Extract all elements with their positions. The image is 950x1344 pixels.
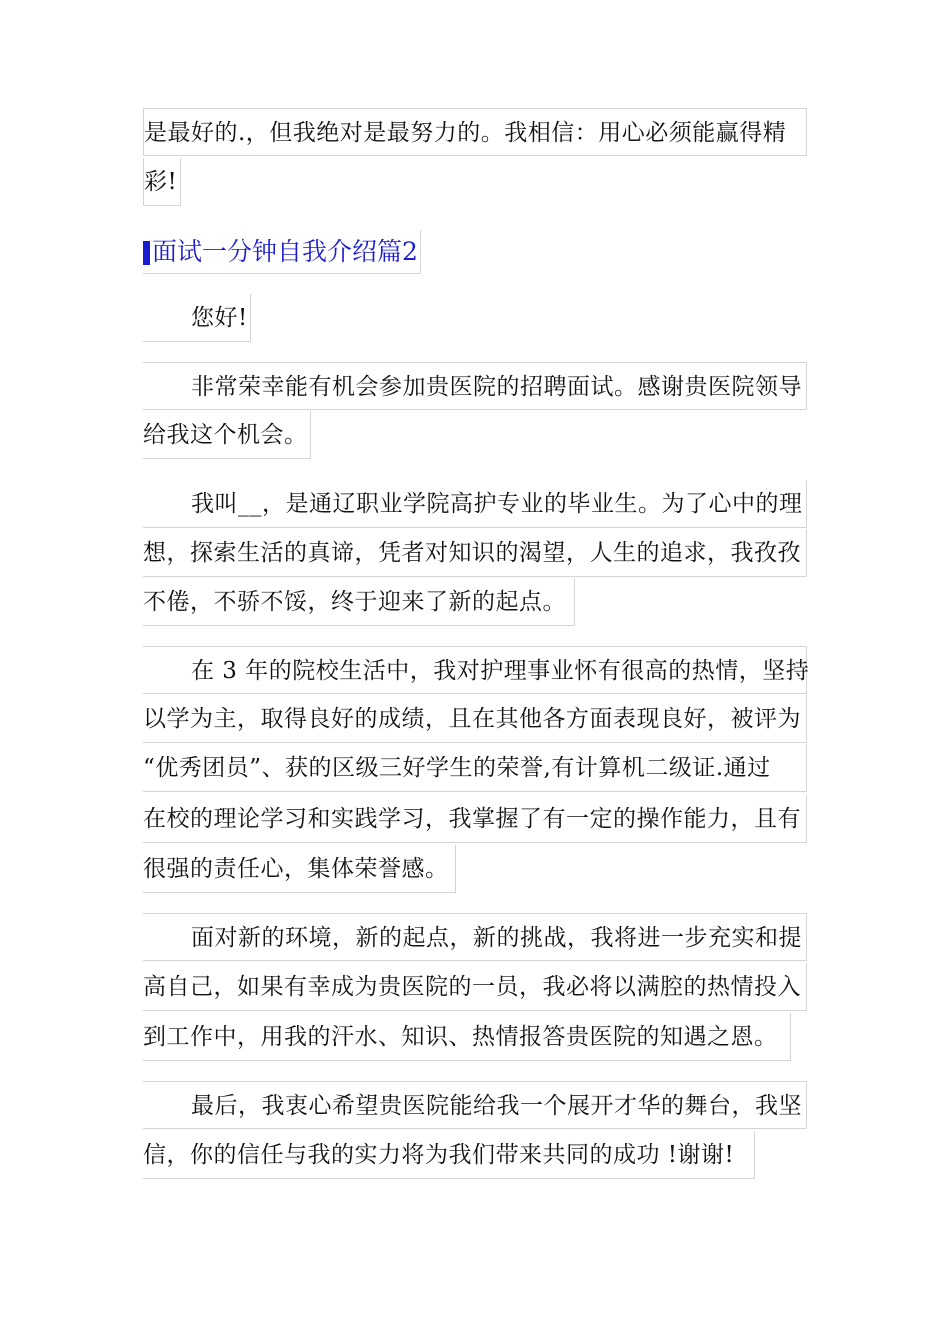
paragraph-line: 以学为主，取得良好的成绩，且在其他各方面表现良好，被评为 — [143, 695, 807, 743]
paragraph-line: 非常荣幸能有机会参加贵医院的招聘面试。感谢贵医院领导 — [143, 362, 807, 410]
paragraph-line: 最后，我衷心希望贵医院能给我一个展开才华的舞台，我坚 — [143, 1081, 807, 1129]
paragraph-line: 不倦，不骄不馁，终于迎来了新的起点。 — [143, 578, 575, 626]
paragraph-line: 很强的责任心，集体荣誉感。 — [143, 845, 456, 893]
paragraph-line: 信，你的信任与我的实力将为我们带来共同的成功 !谢谢! — [143, 1131, 755, 1179]
paragraph-line: 到工作中，用我的汗水、知识、热情报答贵医院的知遇之恩。 — [143, 1013, 791, 1061]
paragraph-line: 是最好的.，但我绝对是最努力的。我相信：用心必须能赢得精 — [143, 108, 807, 156]
paragraph-line: 在 3 年的院校生活中，我对护理事业怀有很高的热情，坚持 — [143, 646, 807, 694]
paragraph-line: 彩! — [143, 158, 181, 206]
section-heading — [143, 230, 421, 274]
paragraph-line: 在校的理论学习和实践学习，我掌握了有一定的操作能力，且有 — [143, 795, 807, 843]
heading-marker-icon — [143, 241, 150, 265]
paragraph-line: 您好! — [143, 294, 251, 342]
section-heading-text: 面试一分钟自我介绍篇2 — [152, 237, 418, 266]
paragraph-line: 我叫__，是通辽职业学院高护专业的毕业生。为了心中的理 — [143, 480, 807, 528]
paragraph-line: 想，探索生活的真谛，凭者对知识的渴望，人生的追求，我孜孜 — [143, 529, 807, 577]
paragraph-line: 面对新的环境，新的起点，新的挑战，我将进一步充实和提 — [143, 913, 807, 961]
paragraph-line: 给我这个机会。 — [143, 411, 311, 459]
paragraph-line: “优秀团员”、获的区级三好学生的荣誉,有计算机二级证.通过 — [143, 744, 807, 792]
paragraph-line: 高自己，如果有幸成为贵医院的一员，我必将以满腔的热情投入 — [143, 963, 807, 1011]
